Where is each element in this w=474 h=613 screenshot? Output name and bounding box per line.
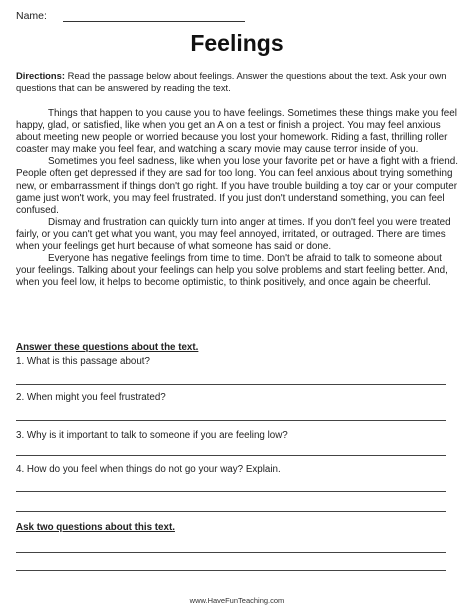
name-label: Name:	[16, 10, 47, 22]
directions-label: Directions:	[16, 70, 65, 81]
passage-paragraph-3: Dismay and frustration can quickly turn into anger at times. If you don't feel you were treated fairly, or you can't get what you want, you may feel annoyed, irritated, or outraged. There are times when your feelings get hurt because of what someone has said or done.	[16, 216, 451, 253]
passage-paragraph-2: Sometimes you feel sadness, like when you lose your favorite pet or have a fight with a friend. People often get depressed if they are sad for too long. You can feel anxious about trying something new, or embarrassment if things don't go right. If you have trouble building a toy car or your computer game just won't work, you may feel frustrated. If you just don't understand something, you can feel confused.	[16, 156, 459, 216]
passage-paragraph-1: Things that happen to you cause you to have feelings. Sometimes these things make you feel happy, glad, or satisfied, like when you get an A on a test or finish a project. You may feel anxious about meeting new people or worried because you lost your homework. Riding a fast, thrilling roller coaster may make you feel fear, and watching a scary movie may cause terror inside of you.	[16, 108, 457, 156]
passage	[16, 108, 462, 289]
question-4: 4. How do you feel when things do not go your way? Explain.	[16, 464, 281, 475]
page-title: Feelings	[190, 30, 284, 56]
answer-line[interactable]	[16, 455, 446, 456]
passage-paragraph-4: Everyone has negative feelings from time to time. Don't be afraid to talk to someone about your feelings. Talking about your feelings can help you solve problems and start feeling better. And, when you feel low, it helps to become optimistic, to think positively, and once again be cheerful.	[16, 253, 448, 289]
questions-heading: Answer these questions about the text.	[16, 342, 199, 353]
name-row	[16, 10, 245, 22]
answer-line[interactable]	[16, 491, 446, 492]
name-line	[63, 12, 245, 22]
answer-line[interactable]	[16, 552, 446, 553]
ask-heading: Ask two questions about this text.	[16, 522, 175, 533]
answer-line[interactable]	[16, 384, 446, 385]
question-2: 2. When might you feel frustrated?	[16, 392, 166, 403]
footer-url: www.HaveFunTeaching.com	[189, 596, 285, 605]
directions-text: Read the passage below about feelings. Answer the questions about the text. Ask your own questions that can be answered by reading the text.	[16, 70, 447, 93]
answer-line[interactable]	[16, 570, 446, 571]
answer-line[interactable]	[16, 420, 446, 421]
directions	[16, 70, 460, 94]
question-3: 3. Why is it important to talk to someone if you are feeling low?	[16, 430, 288, 441]
question-1: 1. What is this passage about?	[16, 356, 150, 367]
answer-line[interactable]	[16, 511, 446, 512]
